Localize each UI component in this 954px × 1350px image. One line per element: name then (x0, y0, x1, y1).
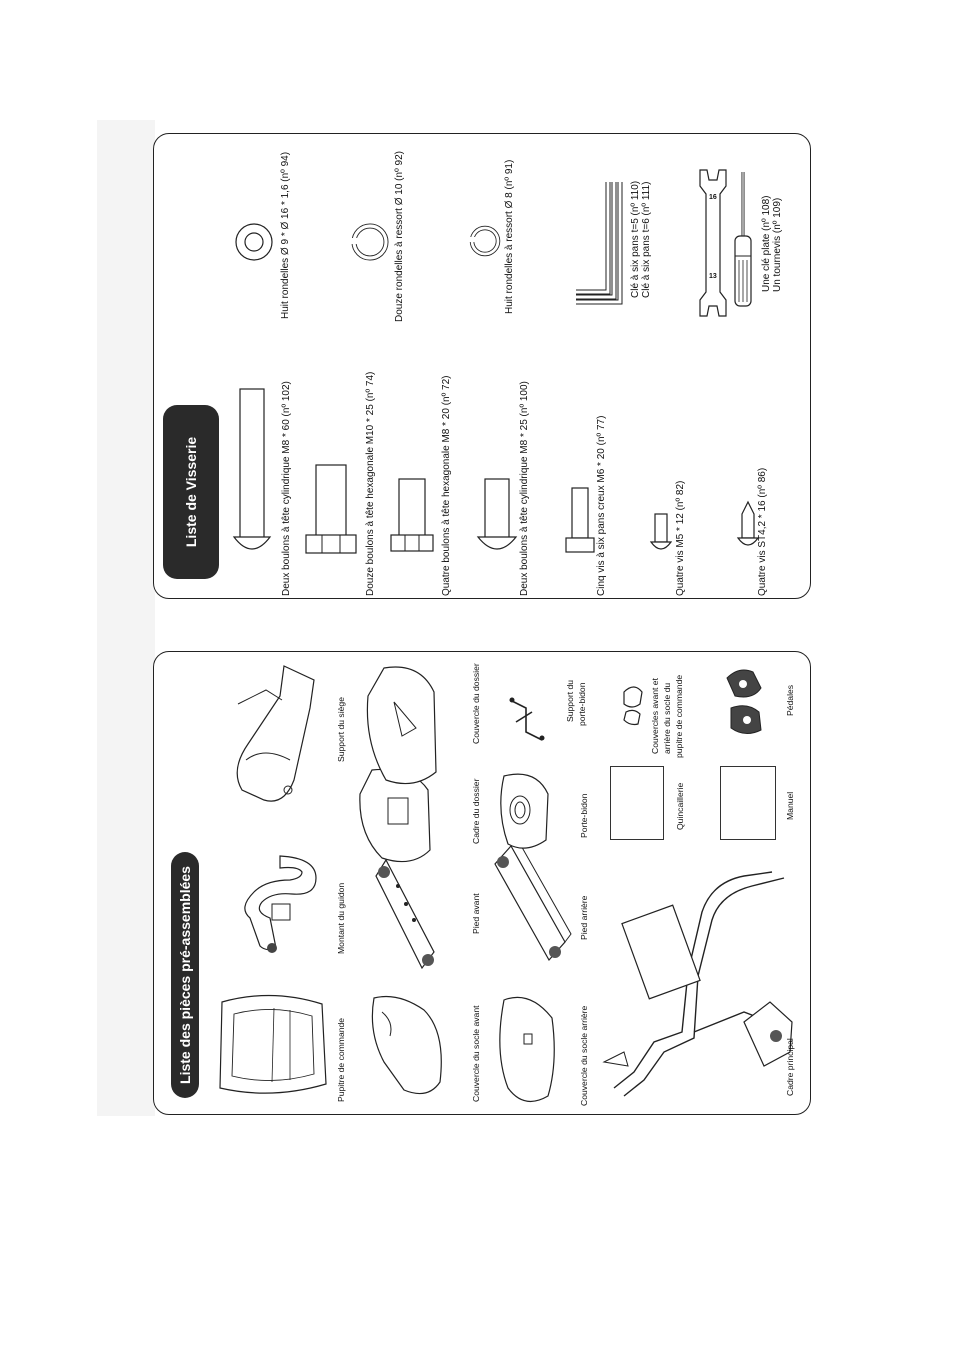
screwdriver-icon (732, 170, 754, 310)
wrench-icon (696, 168, 730, 318)
socket-screw-m6-20-icon (564, 486, 596, 556)
bottle-holder-illustration (494, 770, 554, 854)
label-front-foot: Pied avant (471, 893, 481, 934)
label-rear-base-cover: Couvercle du socle arrière (579, 1005, 589, 1106)
label-main-frame: Cadre principal (785, 1038, 795, 1096)
preassembled-parts-panel (153, 651, 811, 1115)
label-backrest-cover: Couvercle du dossier (471, 663, 481, 744)
hex-bolt-m10-25-icon (304, 463, 358, 555)
label-bottle-support-2: porte-bidon (577, 682, 587, 726)
cap-screw-m8-25-icon (476, 477, 518, 557)
backrest-cover-illustration (358, 662, 442, 794)
hardware-box-illustration (610, 766, 664, 840)
label-bottle-support-1: Support du (565, 679, 575, 722)
label-console: Pupitre de commande (336, 1017, 346, 1102)
label-rear-foot: Pied arrière (579, 895, 589, 940)
label-key-111: Clé à six pans t=6 (nº 111) (641, 181, 652, 298)
hardware-list-panel (153, 133, 811, 599)
rear-base-cover-illustration (494, 992, 560, 1110)
label-cap-m8-60: Deux boulons à tête cylindrique M8 * 60 (nº 102) (281, 381, 292, 596)
hex-bolt-m8-20-icon (389, 477, 437, 555)
label-cap-m8-25: Deux boulons à tête cylindrique M8 * 25 (nº 100) (519, 381, 530, 596)
screw-m5-12-icon (650, 512, 672, 554)
page-shadow (97, 120, 155, 1116)
bottle-holder-support-illustration (504, 692, 548, 744)
label-seat-support: Support du siège (336, 697, 346, 762)
label-m5-12: Quatre vis M5 * 12 (nº 82) (675, 480, 686, 596)
hardware-list-title: Liste de Visserie (163, 405, 219, 579)
label-spring-92: Douze rondelles à ressort Ø 10 (nº 92) (394, 151, 405, 322)
label-manual: Manuel (785, 791, 795, 820)
hex-keys-icon (574, 180, 626, 304)
label-washer-94: Huit rondelles Ø 9 * Ø 16 * 1,6 (nº 94) (280, 151, 291, 319)
console-illustration (214, 992, 330, 1102)
label-console-covers-2: arrière du socle du (662, 682, 672, 754)
wrench-size-16: 16 (709, 194, 717, 201)
console-base-covers-illustration (618, 682, 648, 728)
label-hardware: Quincaillerie (675, 782, 685, 830)
label-key-110: Clé à six pans t=5 (nº 110) (630, 180, 641, 298)
rear-foot-illustration (489, 842, 573, 966)
label-handlebar-post: Montant du guidon (336, 882, 346, 954)
flat-washer-icon (234, 222, 274, 262)
label-front-base-cover: Couvercle du socle avant (471, 1005, 481, 1102)
main-frame-illustration (594, 852, 804, 1102)
front-base-cover-illustration (364, 992, 448, 1102)
wrench-size-13: 13 (709, 273, 717, 280)
label-hex-m8-20: Quatre boulons à tête hexagonale M8 * 20 (nº 72) (441, 375, 452, 596)
handlebar-post-illustration (232, 852, 324, 960)
label-pedals: Pédales (785, 684, 795, 716)
label-backrest-frame: Cadre du dossier (471, 778, 481, 844)
pedals-illustration (719, 666, 769, 740)
cap-screw-m8-60-icon (232, 385, 272, 555)
seat-support-illustration (224, 660, 324, 810)
manual-box-illustration (720, 766, 776, 840)
label-hex-m10-25: Douze boulons à tête hexagonale M10 * 25 (nº 74) (365, 371, 376, 596)
preassembled-parts-title: Liste des pièces pré-assemblées (171, 852, 199, 1098)
label-console-covers-3: pupitre de commande (674, 674, 684, 758)
label-spring-91: Huit rondelles à ressort Ø 8 (nº 91) (504, 159, 515, 314)
label-m6-20: Cinq vis à six pans creux M6 * 20 (nº 77) (596, 415, 607, 596)
label-wrench-108: Une clé plate (nº 108) (761, 195, 772, 292)
label-console-covers-1: Couvercles avant et (650, 678, 660, 754)
label-screwdriver-109: Un tournevis (nº 109) (772, 197, 783, 292)
spring-washer-m8-icon (468, 224, 502, 258)
spring-washer-m10-icon (350, 222, 390, 262)
label-st42-16: Quatre vis ST4,2 * 16 (nº 86) (757, 467, 768, 596)
label-bottle-holder: Porte-bidon (579, 793, 589, 838)
